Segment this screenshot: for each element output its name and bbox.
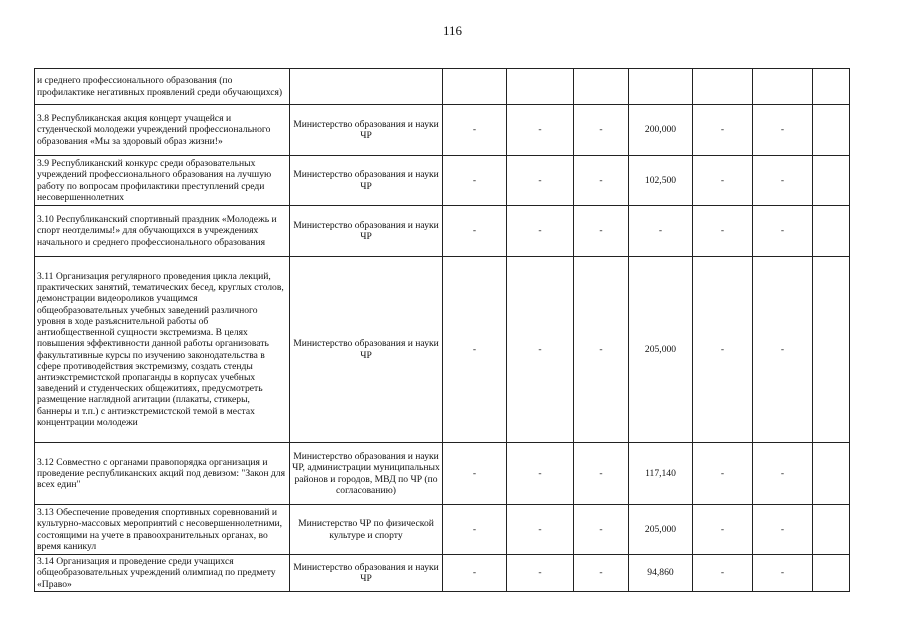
value-cell: - (753, 505, 813, 555)
value-cell: - (507, 443, 574, 505)
executor-cell: Министерство образования и науки ЧР (290, 257, 443, 443)
value-cell (813, 105, 850, 156)
value-cell (443, 69, 507, 105)
value-cell: - (693, 206, 753, 257)
value-cell (693, 69, 753, 105)
executor-cell: Министерство образования и науки ЧР, администрации муниципальных районов и городов, МВД по ЧР (по согласованию) (290, 443, 443, 505)
value-cell (574, 69, 629, 105)
amount-cell: 94,860 (629, 555, 693, 592)
value-cell: - (443, 156, 507, 206)
value-cell: - (443, 505, 507, 555)
program-table (34, 68, 850, 592)
activity-cell: 3.10 Республиканский спортивный праздник «Молодежь и спорт неотделимы!» для обучающихся в учреждениях начального и среднего профессионального образования (35, 206, 290, 257)
value-cell: - (574, 206, 629, 257)
activity-cell: 3.9 Республиканский конкурс среди образовательных учреждений профессионального образования на лучшую работу по вопросам профилактики преступлений среди несовершеннолетних (35, 156, 290, 206)
value-cell (813, 69, 850, 105)
value-cell: - (443, 555, 507, 592)
value-cell: - (574, 505, 629, 555)
table-row (35, 257, 850, 443)
table-row (35, 555, 850, 592)
amount-cell: 205,000 (629, 257, 693, 443)
value-cell (813, 156, 850, 206)
table-row (35, 69, 850, 105)
executor-cell: Министерство образования и науки ЧР (290, 156, 443, 206)
value-cell: - (753, 257, 813, 443)
value-cell: - (753, 156, 813, 206)
executor-cell: Министерство ЧР по физической культуре и спорту (290, 505, 443, 555)
value-cell: - (693, 257, 753, 443)
value-cell: - (574, 105, 629, 156)
value-cell: - (443, 443, 507, 505)
value-cell: - (443, 105, 507, 156)
value-cell: - (693, 105, 753, 156)
value-cell: - (443, 257, 507, 443)
amount-cell: 200,000 (629, 105, 693, 156)
amount-cell: 102,500 (629, 156, 693, 206)
executor-cell (290, 69, 443, 105)
value-cell: - (753, 555, 813, 592)
value-cell: - (693, 443, 753, 505)
table-row (35, 156, 850, 206)
value-cell (753, 69, 813, 105)
value-cell: - (507, 156, 574, 206)
value-cell: - (507, 206, 574, 257)
value-cell: - (574, 555, 629, 592)
amount-cell: 205,000 (629, 505, 693, 555)
value-cell: - (753, 443, 813, 505)
executor-cell: Министерство образования и науки ЧР (290, 206, 443, 257)
table-row (35, 105, 850, 156)
value-cell: - (574, 156, 629, 206)
table-row (35, 443, 850, 505)
executor-cell: Министерство образования и науки ЧР (290, 105, 443, 156)
value-cell: - (574, 257, 629, 443)
value-cell: - (753, 206, 813, 257)
value-cell: - (574, 443, 629, 505)
value-cell: - (507, 257, 574, 443)
page-number: 116 (442, 23, 463, 38)
activity-cell: и среднего профессионального образования (по профилактике негативных проявлений среди обучающихся) (35, 69, 290, 105)
value-cell: - (507, 555, 574, 592)
value-cell (813, 443, 850, 505)
value-cell: - (507, 105, 574, 156)
value-cell: - (443, 206, 507, 257)
value-cell (813, 555, 850, 592)
value-cell: - (693, 156, 753, 206)
activity-cell: 3.8 Республиканская акция концерт учащейся и студенческой молодежи учреждений профессионального образования «Мы за здоровый образ жизни!» (35, 105, 290, 156)
value-cell: - (753, 105, 813, 156)
value-cell (813, 505, 850, 555)
table-row (35, 505, 850, 555)
value-cell (813, 257, 850, 443)
table-row (35, 206, 850, 257)
amount-cell: 117,140 (629, 443, 693, 505)
activity-cell: 3.12 Совместно с органами правопорядка организация и проведение республиканских акций под девизом: "Закон для всех един" (35, 443, 290, 505)
activity-cell: 3.14 Организация и проведение среди учащихся общеобразовательных учреждений олимпиад по предмету «Право» (35, 555, 290, 592)
value-cell: - (693, 505, 753, 555)
value-cell (507, 69, 574, 105)
amount-cell: - (629, 206, 693, 257)
value-cell: - (693, 555, 753, 592)
value-cell: - (507, 505, 574, 555)
amount-cell (629, 69, 693, 105)
value-cell (813, 206, 850, 257)
activity-cell: 3.11 Организация регулярного проведения цикла лекций, практических занятий, тематических бесед, круглых столов, демонстрации видеороликов учащимся общеобразовательных учебных заведений различного уровня в ходе разъяснительной работы об антиобщественной сущности экстремизма. В целях повышения эффективности данной работы организовать факультативные курсы по изучению законодательства в сфере противодействия экстремизму, создать стенды антиэкстремистской пропаганды в корпусах учебных заведений и студенческих общежитиях, предусмотреть размещение наглядной агитации (плакаты, стикеры, баннеры и т.п.) с антиэкстремистской темой в местах концентрации молодежи (35, 257, 290, 443)
activity-cell: 3.13 Обеспечение проведения спортивных соревнований и культурно-массовых мероприятий с несовершеннолетними, состоящими на учете в правоохранительных органах, во время каникул (35, 505, 290, 555)
executor-cell: Министерство образования и науки ЧР (290, 555, 443, 592)
